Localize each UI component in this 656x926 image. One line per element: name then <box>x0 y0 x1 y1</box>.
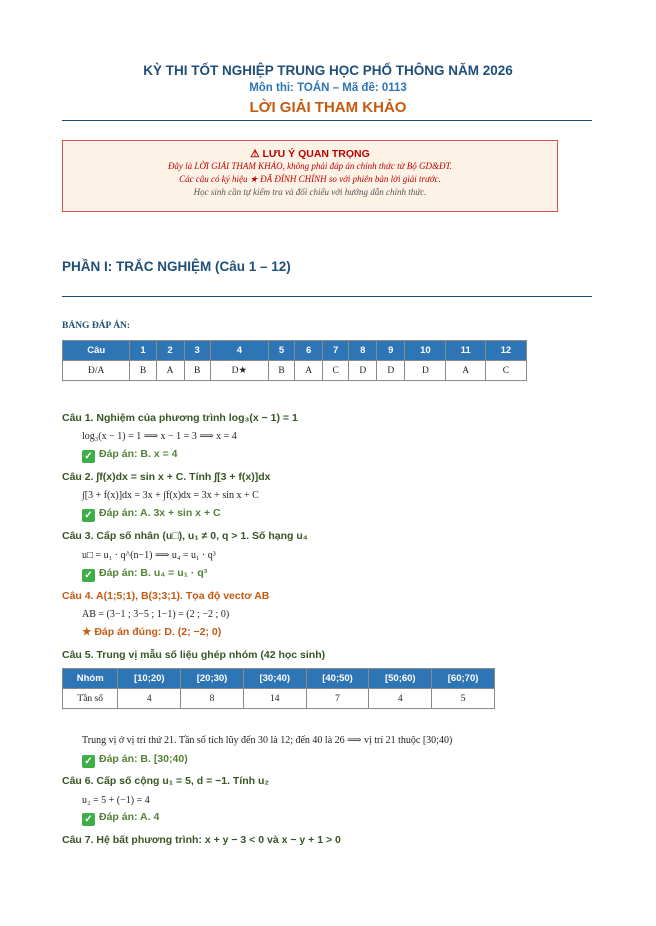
check-icon: ✓ <box>82 509 95 522</box>
notice-line-1: Đây là LỜI GIẢI THAM KHẢO, không phải đáp án chính thức từ Bộ GD&ĐT. <box>167 161 453 171</box>
answer-table-q: 10 <box>405 341 446 361</box>
question-7-title: Câu 7. Hệ bất phương trình: x + y − 3 < 0 và x − y + 1 > 0 <box>62 834 341 846</box>
answer-table-q: 4 <box>210 341 268 361</box>
question-3-answer <box>82 567 207 582</box>
check-icon: ✓ <box>82 450 95 463</box>
question-2-answer <box>82 507 221 522</box>
check-icon: ✓ <box>82 569 95 582</box>
header-divider <box>62 120 592 121</box>
frequency-table-cell: 4 <box>118 689 181 709</box>
answer-table-a: D <box>405 361 446 381</box>
check-icon: ✓ <box>82 755 95 768</box>
frequency-table-cell: 8 <box>181 689 244 709</box>
answer-table-q: 3 <box>184 341 210 361</box>
check-icon: ✓ <box>82 813 95 826</box>
question-5-answer-text: Đáp án: B. [30;40) <box>99 753 188 765</box>
answer-table-q: 7 <box>323 341 349 361</box>
frequency-table-header: [30;40) <box>243 669 306 689</box>
answer-table-q: 5 <box>269 341 295 361</box>
frequency-table-header: [60;70) <box>432 669 495 689</box>
question-4-title: Câu 4. A(1;5;1), B(3;3;1). Tọa độ vectơ AB <box>62 590 270 602</box>
frequency-table-header: Nhóm <box>63 669 118 689</box>
question-1-work: log₃(x − 1) = 1 ⟹ x − 1 = 3 ⟹ x = 4 <box>82 431 237 442</box>
answer-table-a: D <box>377 361 405 381</box>
question-5-title: Câu 5. Trung vị mẫu số liệu ghép nhóm (42 học sinh) <box>62 649 326 661</box>
frequency-table-header: [20;30) <box>181 669 244 689</box>
answer-table-label: BẢNG ĐÁP ÁN: <box>62 321 131 331</box>
exam-subject: Môn thi: TOÁN – Mã đề: 0113 <box>249 82 407 94</box>
answer-table-a: A <box>156 361 184 381</box>
question-6-answer <box>82 811 159 826</box>
answer-table-a: A <box>446 361 485 381</box>
frequency-table-cell: Tần số <box>63 689 118 709</box>
answer-table-a: B <box>130 361 156 381</box>
question-6-work: u₂ = 5 + (−1) = 4 <box>82 795 150 806</box>
document-title: LỜI GIẢI THAM KHẢO <box>249 99 407 116</box>
question-3-title: Câu 3. Cấp số nhân (u□), u₁ ≠ 0, q > 1. Số hạng u₄ <box>62 530 308 542</box>
question-2-work: ∫[3 + f(x)]dx = 3x + ∫f(x)dx = 3x + sin x + C <box>82 490 259 501</box>
answer-table-row-header: Câu <box>63 341 130 361</box>
answer-table-q: 12 <box>485 341 526 361</box>
question-1-answer-text: Đáp án: B. x = 4 <box>99 448 178 460</box>
question-1-answer <box>82 448 177 463</box>
answer-table-a: D <box>349 361 377 381</box>
frequency-table-row <box>63 689 495 709</box>
question-4-work: AB = (3−1 ; 3−5 ; 1−1) = (2 ; −2 ; 0) <box>82 609 230 620</box>
question-3-answer-text: Đáp án: B. u₄ = u₁ · q³ <box>99 567 208 579</box>
frequency-table-header-row <box>63 669 495 689</box>
question-1-title: Câu 1. Nghiệm của phương trình log₃(x − 1) = 1 <box>62 412 298 424</box>
answer-table-a: A <box>295 361 323 381</box>
frequency-table-cell: 14 <box>243 689 306 709</box>
answer-table-q: 1 <box>130 341 156 361</box>
answer-table-a: C <box>485 361 526 381</box>
answer-table-a: B <box>184 361 210 381</box>
frequency-table-cell: 7 <box>306 689 369 709</box>
question-3-work: u□ = u₁ · q^(n−1) ⟹ u₄ = u₁ · q³ <box>82 550 216 561</box>
answer-table-q: 9 <box>377 341 405 361</box>
question-5-answer <box>82 753 188 768</box>
answer-table-q: 2 <box>156 341 184 361</box>
answer-table-a: D★ <box>210 361 268 381</box>
answer-table-q: 6 <box>295 341 323 361</box>
notice-line-2: Các câu có ký hiệu ★ ĐÃ ĐÍNH CHÍNH so với phiên bản lời giải trước. <box>179 174 441 184</box>
frequency-table-cell: 5 <box>432 689 495 709</box>
question-6-answer-text: Đáp án: A. 4 <box>99 811 160 823</box>
frequency-table-header: [10;20) <box>118 669 181 689</box>
answer-table-row-header: Đ/A <box>63 361 130 381</box>
question-4-answer: ★ Đáp án đúng: D. (2; −2; 0) <box>82 626 222 638</box>
answer-table-header-row <box>63 341 527 361</box>
notice-title: ⚠ LƯU Ý QUAN TRỌNG <box>250 148 370 160</box>
answer-table-q: 8 <box>349 341 377 361</box>
notice-line-3: Học sinh cần tự kiểm tra và đối chiếu với hướng dẫn chính thức. <box>193 187 427 197</box>
question-6-title: Câu 6. Cấp số cộng u₁ = 5, d = −1. Tính u₂ <box>62 775 270 787</box>
answer-table-a: B <box>269 361 295 381</box>
frequency-table-header: [50;60) <box>369 669 432 689</box>
question-2-title: Câu 2. ∫f(x)dx = sin x + C. Tính ∫[3 + f(x)]dx <box>62 471 271 483</box>
question-2-answer-text: Đáp án: A. 3x + sin x + C <box>99 507 221 519</box>
important-notice-box <box>62 140 558 212</box>
frequency-table-cell: 4 <box>369 689 432 709</box>
answer-table-answer-row <box>63 361 527 381</box>
answer-table-q: 11 <box>446 341 485 361</box>
answer-table <box>62 340 527 381</box>
part-1-divider <box>62 296 592 297</box>
part-1-title: PHẦN I: TRẮC NGHIỆM (Câu 1 – 12) <box>62 259 291 274</box>
exam-title: KỲ THI TỐT NGHIỆP TRUNG HỌC PHỔ THÔNG NĂM 2026 <box>143 63 513 78</box>
answer-table-a: C <box>323 361 349 381</box>
question-5-work: Trung vị ở vị trí thứ 21. Tần số tích lũy đến 30 là 12; đến 40 là 26 ⟹ vị trí 21 thuộc [30;40) <box>82 735 453 746</box>
frequency-table-header: [40;50) <box>306 669 369 689</box>
frequency-table <box>62 668 495 709</box>
